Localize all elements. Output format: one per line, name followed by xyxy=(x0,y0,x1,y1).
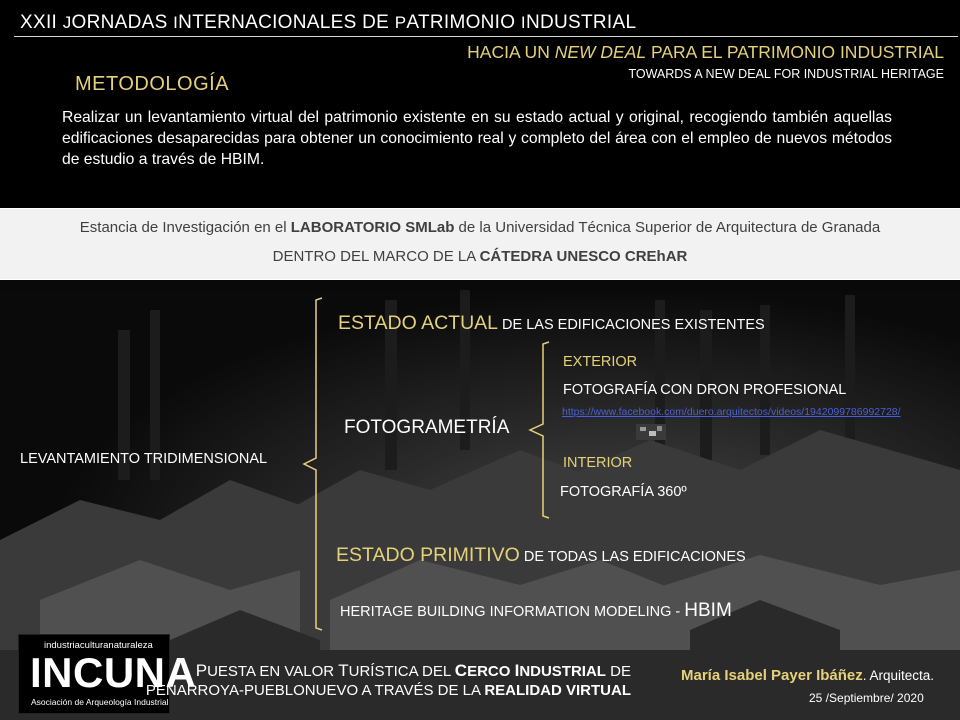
presentation-date: 25 /Septiembre/ 2020 xyxy=(809,691,924,705)
band-line1-post: de la Universidad Técnica Superior de Arquitectura de Granada xyxy=(454,219,881,236)
estado-primitivo-rest: DE TODAS LAS EDIFICACIONES xyxy=(519,549,746,565)
project-title-part: ERCO xyxy=(467,663,515,680)
project-title-part: NDUSTRIAL xyxy=(519,663,606,680)
subtitle-english: TOWARDS A NEW DEAL FOR INDUSTRIAL HERITAGE xyxy=(628,67,944,81)
event-title-part: NTERNACIONALES DE xyxy=(178,12,395,33)
project-title-part: T xyxy=(338,661,349,680)
estado-primitivo-heading xyxy=(336,544,746,567)
hbim-main: HBIM xyxy=(684,600,732,621)
dron-photo-label: FOTOGRAFÍA CON DRON PROFESIONAL xyxy=(563,382,847,398)
photogrammetry-label: FOTOGRAMETRÍA xyxy=(344,417,510,438)
estado-actual-main: ESTADO ACTUAL xyxy=(338,312,499,334)
methodology-intro: Realizar un levantamiento virtual del patrimonio existente en su estado actual y original, recogiendo también aquellas edificaciones desaparecidas para obtener un conocimiento real y completo del área con el empleo de nuevos métodos de estudio a través de HBIM. xyxy=(62,109,892,168)
project-title-line-2 xyxy=(146,682,631,699)
project-title-part: C xyxy=(454,661,468,680)
estado-primitivo-main: ESTADO PRIMITIVO xyxy=(336,544,520,566)
project-title-line-1 xyxy=(196,661,631,681)
event-title-part: J xyxy=(62,13,72,32)
project-title-part: P xyxy=(195,661,208,680)
subtitle-pre: HACIA UN xyxy=(467,42,555,62)
video-thumbnail xyxy=(636,424,666,440)
author-name: María Isabel Payer Ibáñez xyxy=(681,667,863,684)
project-title-line2-pre: PEÑARROYA-PUEBLONUEVO A TRAVÉS DE LA xyxy=(145,682,485,699)
subtitle-post: PARA EL PATRIMONIO INDUSTRIAL xyxy=(646,42,944,62)
logo-wordmark: INCUNA xyxy=(30,649,197,696)
event-title-part: ATRIMONIO xyxy=(406,12,521,33)
hbim-label xyxy=(340,600,732,622)
event-title-part: NDUSTRIAL xyxy=(525,12,637,33)
project-title-part: DE xyxy=(605,663,631,680)
main-bracket xyxy=(304,298,322,630)
estado-actual-heading xyxy=(338,312,765,335)
band-lab-name: LABORATORIO SMLab xyxy=(290,219,455,236)
project-title-part: UESTA EN VALOR xyxy=(207,663,339,680)
project-title-line2-bold: REALIDAD VIRTUAL xyxy=(484,682,631,699)
subtitle-emphasis: NEW DEAL xyxy=(554,42,647,62)
interior-label: INTERIOR xyxy=(563,455,633,471)
estado-actual-rest: DE LAS EDIFICACIONES EXISTENTES xyxy=(498,317,765,333)
project-title-part: URÍSTICA DEL xyxy=(348,663,455,680)
logo-tagline: industriaculturanaturaleza xyxy=(44,640,153,651)
exterior-label: EXTERIOR xyxy=(563,354,638,370)
methodology-heading: METODOLOGÍA xyxy=(75,73,230,95)
author-role: . Arquitecta. xyxy=(862,668,935,683)
band-chair-name: CÁTEDRA UNESCO CREhAR xyxy=(479,248,688,265)
band-line2-pre: DENTRO DEL MARCO DE LA xyxy=(272,248,480,265)
event-title-part: ORNADAS xyxy=(71,12,174,33)
band-line1-pre: Estancia de Investigación en el xyxy=(79,219,291,236)
photo-360-label: FOTOGRAFÍA 360º xyxy=(560,484,687,500)
photogrammetry-bracket xyxy=(530,342,549,518)
author-credit xyxy=(681,667,934,684)
event-title-part: I xyxy=(173,13,179,32)
project-title-part: I xyxy=(514,661,520,680)
event-title-part: XXII xyxy=(20,12,63,33)
dron-video-link[interactable]: https://www.facebook.com/duero.arquitectos/videos/1942099786992728/ xyxy=(562,406,901,418)
event-title-part: P xyxy=(394,13,407,32)
logo-caption: Asociación de Arqueología Industrial xyxy=(31,697,169,707)
hbim-pre: HERITAGE BUILDING INFORMATION MODELING - xyxy=(340,604,685,620)
event-title-part: I xyxy=(520,13,526,32)
tree-root-label: LEVANTAMIENTO TRIDIMENSIONAL xyxy=(20,451,268,467)
